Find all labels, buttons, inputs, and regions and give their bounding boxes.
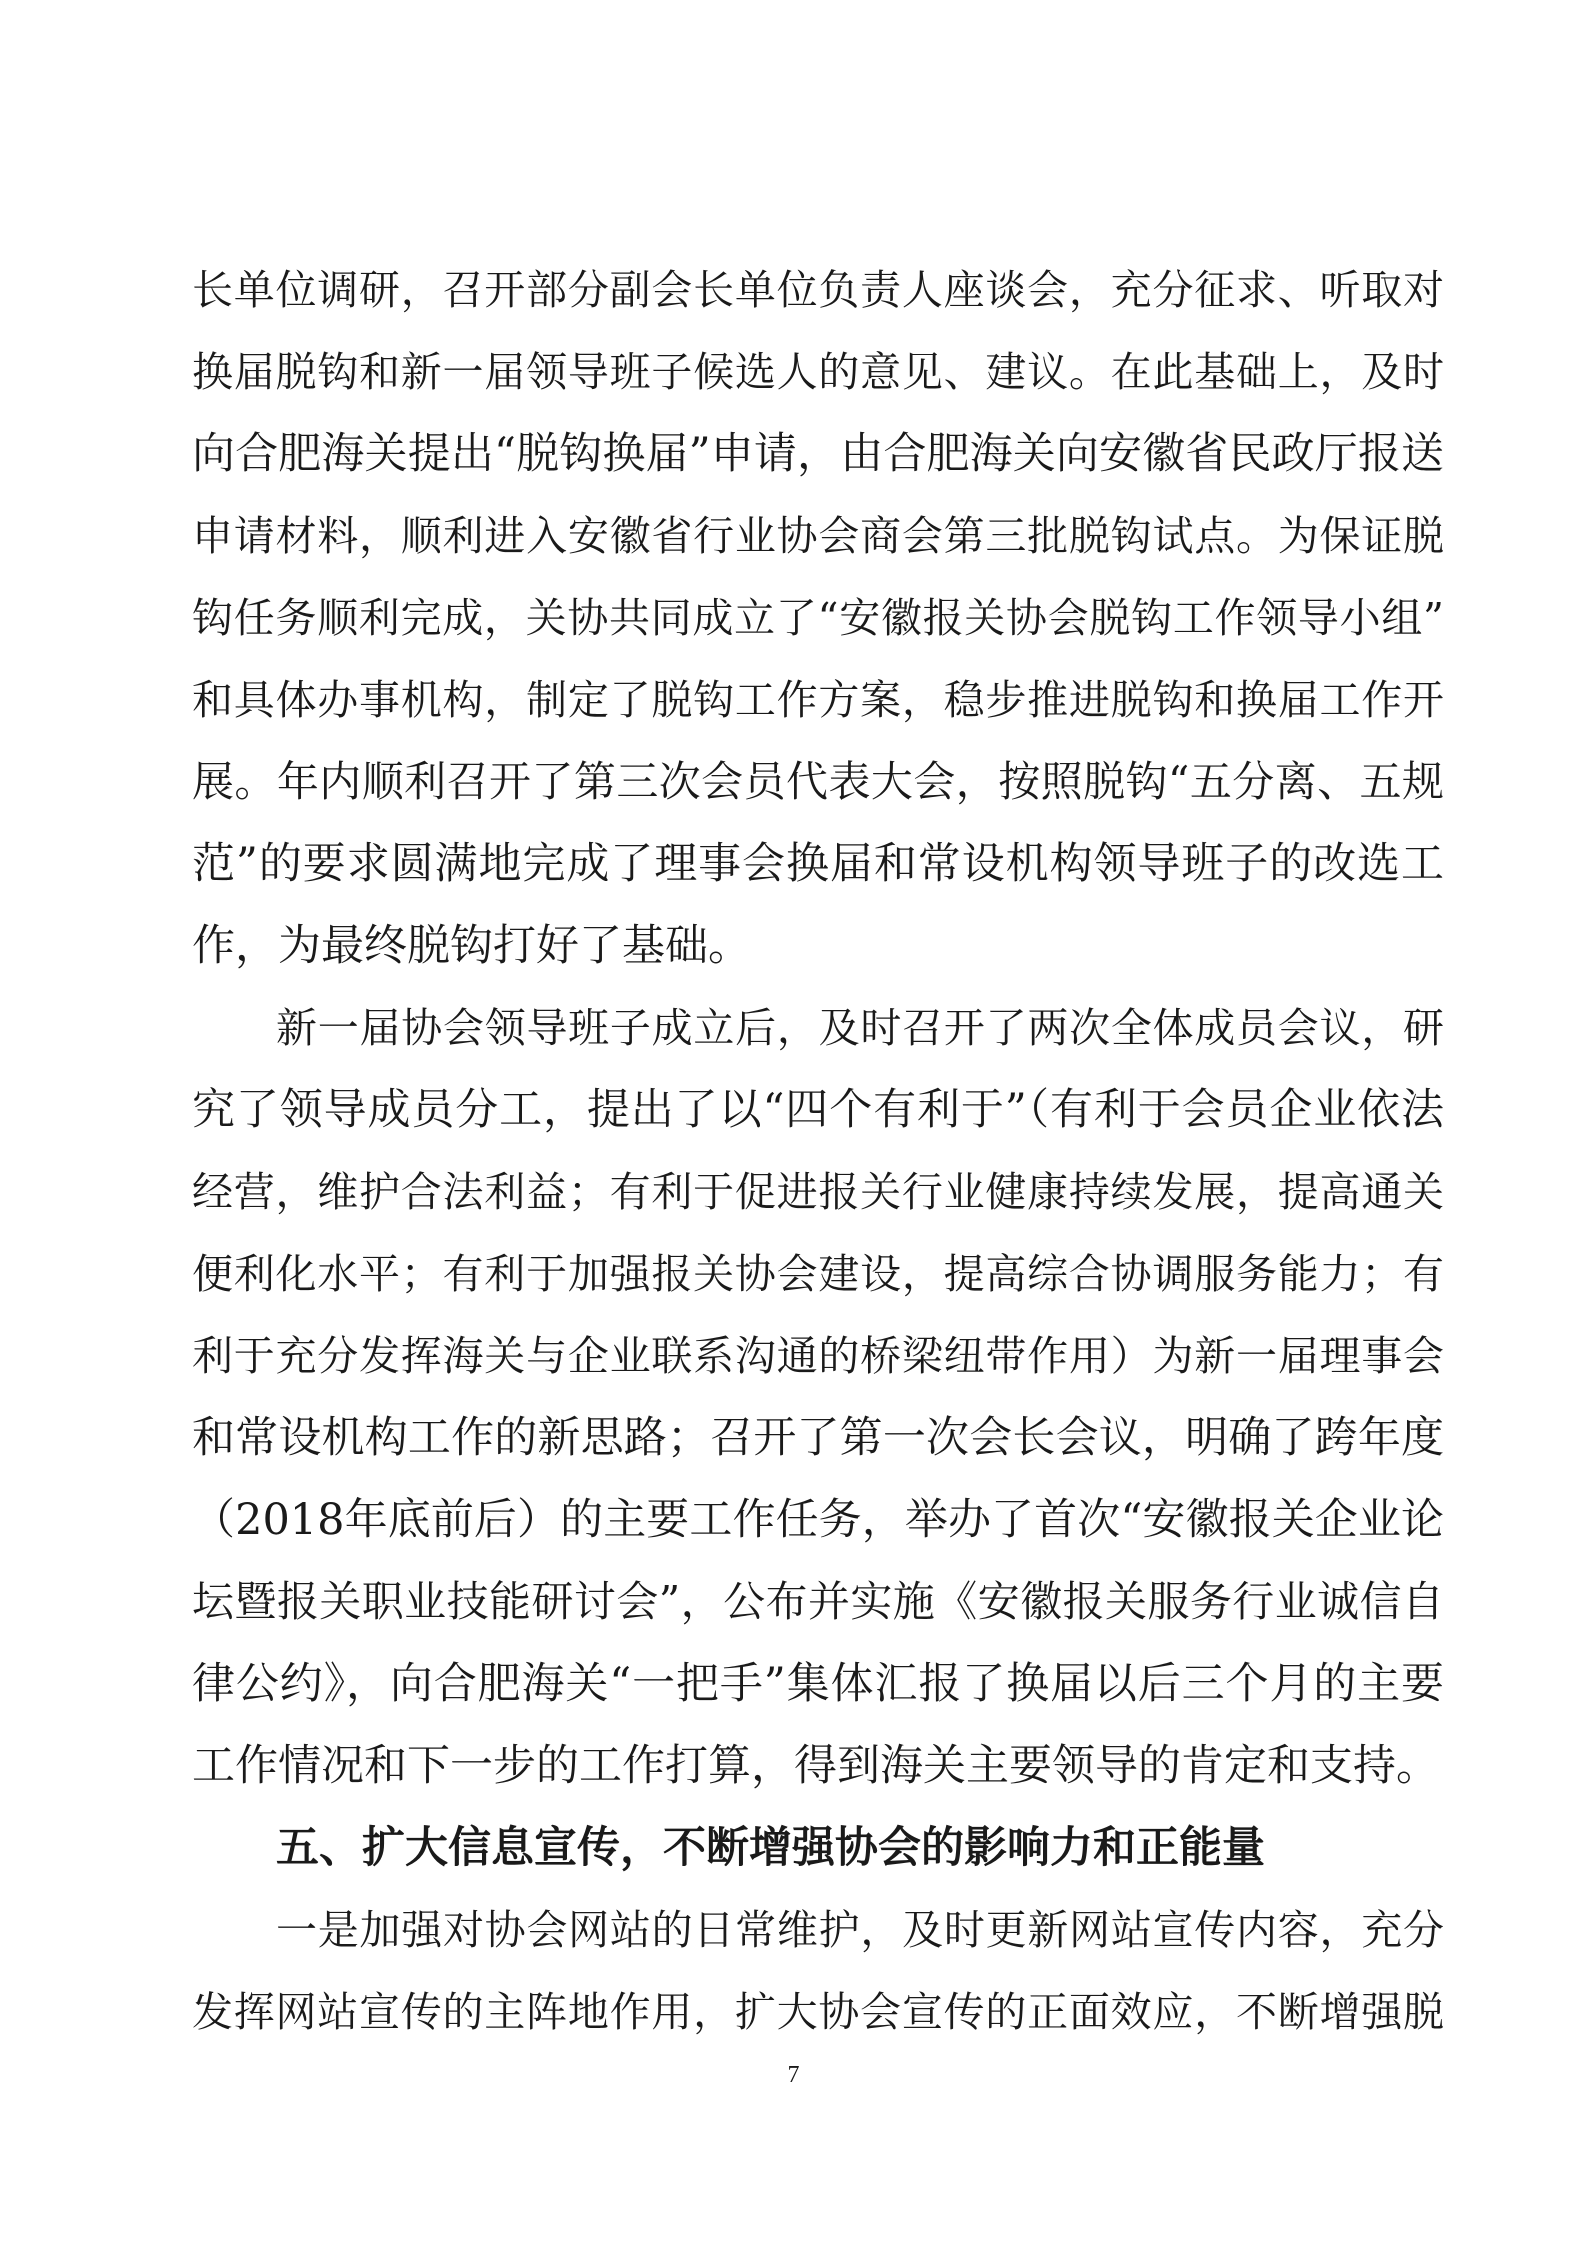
paragraph-1-line: 钩任务顺利完成，关协共同成立了“安徽报关协会脱钩工作领导小组” [192, 594, 1444, 642]
paragraph-2-line: 便利化水平；有利于加强报关协会建设，提高综合协调服务能力；有 [192, 1250, 1444, 1298]
section-heading: 五、扩大信息宣传，不断增强协会的影响力和正能量 [276, 1823, 1265, 1873]
paragraph-2-line: 经营，维护合法利益；有利于促进报关行业健康持续发展，提高通关 [192, 1168, 1444, 1216]
paragraph-1-line: 申请材料，顺利进入安徽省行业协会商会第三批脱钩试点。为保证脱 [192, 512, 1444, 560]
paragraph-1-line: 向合肥海关提出“脱钩换届”申请，由合肥海关向安徽省民政厅报送 [192, 429, 1444, 479]
paragraph-2-line: 利于充分发挥海关与企业联系沟通的桥梁纽带作用）为新一届理事会 [192, 1332, 1444, 1380]
paragraph-3-line: 一是加强对协会网站的日常维护，及时更新网站宣传内容，充分 [276, 1906, 1444, 1954]
paragraph-1-line: 展。年内顺利召开了第三次会员代表大会，按照脱钩“五分离、五规 [192, 757, 1444, 806]
paragraph-2-line: 工作情况和下一步的工作打算，得到海关主要领导的肯定和支持。 [192, 1741, 1439, 1791]
paragraph-1-line: 和具体办事机构，制定了脱钩工作方案，稳步推进脱钩和换届工作开 [192, 676, 1444, 724]
paragraph-2-line: （2018年底前后）的主要工作任务，举办了首次“安徽报关企业论 [192, 1495, 1444, 1545]
paragraph-1-line: 范”的要求圆满地完成了理事会换届和常设机构领导班子的改选工 [192, 839, 1444, 889]
paragraph-1-line: 换届脱钩和新一届领导班子候选人的意见、建议。在此基础上，及时 [192, 348, 1444, 396]
paragraph-2-line: 究了领导成员分工，提出了以“四个有利于”（有利于会员企业依法 [192, 1085, 1444, 1135]
paragraph-2-line: 新一届协会领导班子成立后，及时召开了两次全体成员会议，研 [276, 1004, 1444, 1052]
paragraph-2-line: 和常设机构工作的新思路；召开了第一次会长会议，明确了跨年度 [192, 1413, 1444, 1463]
paragraph-1-line: 长单位调研，召开部分副会长单位负责人座谈会，充分征求、听取对 [192, 266, 1444, 314]
page-number: 7 [787, 2062, 800, 2088]
paragraph-2-line: 律公约》，向合肥海关“一把手”集体汇报了换届以后三个月的主要 [192, 1659, 1444, 1709]
paragraph-2-line: 坛暨报关职业技能研讨会”，公布并实施《安徽报关服务行业诚信自 [192, 1577, 1444, 1626]
paragraph-1-line: 作，为最终脱钩打好了基础。 [192, 921, 751, 971]
paragraph-3-line: 发挥网站宣传的主阵地作用，扩大协会宣传的正面效应，不断增强脱 [192, 1988, 1444, 2036]
